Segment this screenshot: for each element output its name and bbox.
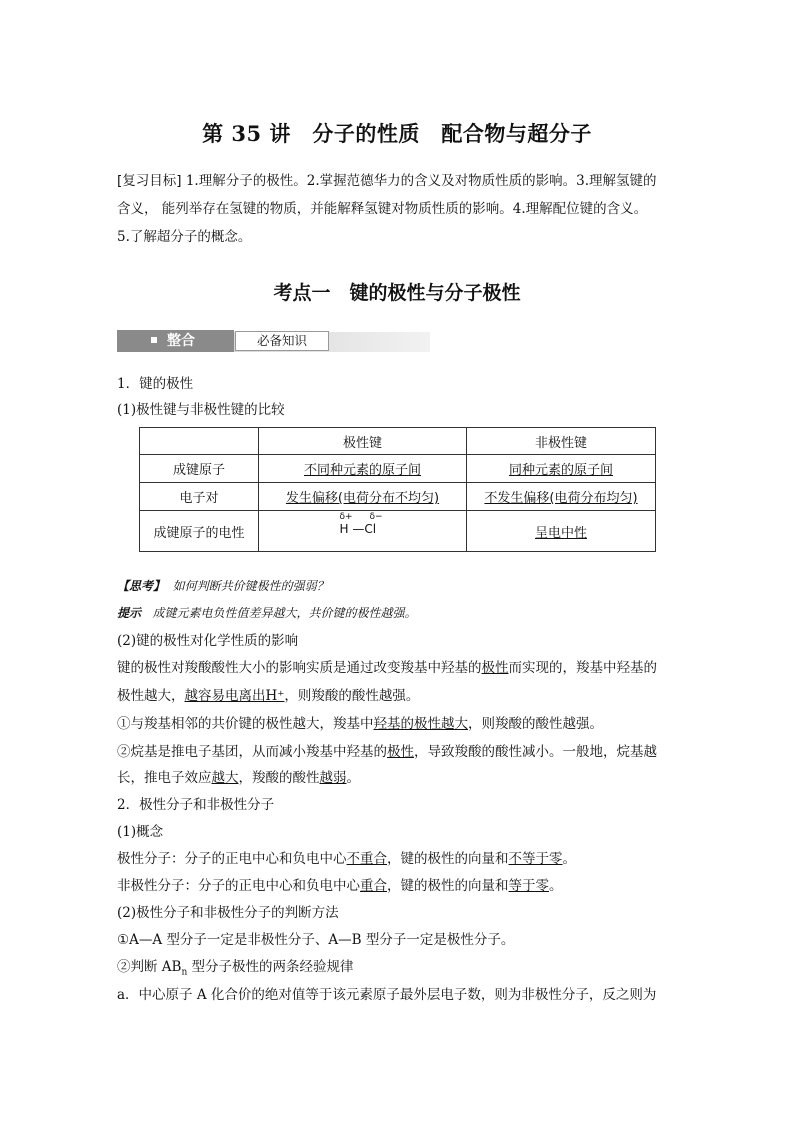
s2-sub2: (2)极性分子和非极性分子的判断方法 (117, 905, 339, 921)
table-row-label: 成键原子的电性 (140, 511, 259, 552)
banner-dark-tab (117, 330, 234, 352)
table-cell: 同种元素的原子间 (467, 455, 656, 483)
table-row (140, 483, 656, 511)
s2-heading: 2．极性分子和非极性分子 (117, 797, 275, 813)
section-banner (117, 330, 430, 354)
review-tag: [复习目标] (117, 173, 182, 189)
table-header-empty (140, 428, 259, 455)
text-run: 型分子极性的两条经验规律 (187, 959, 354, 975)
review-line-3: 5.了解超分子的概念。 (117, 229, 252, 245)
delta-plus: δ+ (339, 512, 353, 522)
s1-para-line-1 (117, 654, 682, 682)
text-underlined: 极性 (387, 744, 414, 760)
hint-text: 成键元素电负性值差异越大，共价键的极性越强。 (152, 606, 417, 620)
text-run: 长，推电子效应 (117, 770, 212, 786)
think-question-text: 如何判断共价键极性的强弱？ (172, 579, 329, 593)
table-row-label: 成键原子 (140, 455, 259, 483)
text-run: ①与羧基相邻的共价键的极性越大，羧基中 (117, 716, 374, 732)
text-underlined: 越弱 (319, 770, 347, 786)
text-underlined: 极性 (481, 660, 509, 676)
text-underlined: 等于零 (508, 878, 549, 894)
hint-tag: 提示 (117, 606, 142, 620)
table-cell: 不同种元素的原子间 (259, 455, 467, 483)
text-run: ，则羧酸的酸性越强。 (468, 716, 603, 732)
s2-sub1: (1)概念 (117, 824, 164, 840)
s2-polar-def (117, 845, 682, 873)
text-run: 而实现的，羧基中羟基的 (508, 660, 657, 676)
table-row (140, 511, 656, 552)
text-underlined: 越大 (211, 770, 239, 786)
text-underlined: 羟基的极性越大 (373, 716, 468, 732)
s1-sub2: (2)键的极性对化学性质的影响 (117, 633, 299, 649)
text-run: ②判断 AB (117, 959, 182, 975)
hcl-formula (339, 512, 386, 542)
table-header-nonpolar: 非极性键 (467, 428, 656, 455)
text-run: ，导致羧酸的酸性减小。一般地，烷基越 (414, 744, 657, 760)
review-line-1 (117, 167, 682, 195)
review-line-2: 含义， 能列举存在氢键的物质，并能解释氢键对物质性质的影响。4.理解配位键的含义。 (117, 201, 648, 217)
section-title: 考点一 键的极性与分子极性 (273, 282, 521, 304)
bond-comparison-table (139, 427, 656, 552)
text-run: 。 (562, 851, 576, 867)
banner-dark-label: 整合 (167, 333, 195, 349)
banner-light-label: 必备知识 (235, 331, 329, 351)
s2-rule-a: a．中心原子 A 化合价的绝对值等于该元素原子最外层电子数，则为非极性分子，反之则为 (117, 987, 657, 1003)
table-row (140, 455, 656, 483)
think-question (117, 572, 682, 600)
text-run: ②烷基是推电子基团，从而减小羧基中羟基的 (117, 744, 387, 760)
table-cell: 发生偏移(电荷分布不均匀) (259, 483, 467, 511)
text-run: ，键的极性的向量和 (387, 878, 509, 894)
s2-method-1: ①A—A 型分子一定是非极性分子、A—B 型分子一定是极性分子。 (117, 932, 515, 948)
s1-point-2-cont (117, 764, 682, 792)
s2-nonpolar-def (117, 872, 682, 900)
text-run: 。 (346, 770, 360, 786)
text-underlined: 不等于零 (508, 851, 563, 867)
text-run: 极性越大， (117, 688, 185, 704)
text-run: ，键的极性的向量和 (387, 851, 509, 867)
text-run: ，羧酸的酸性 (238, 770, 320, 786)
s1-point-1 (117, 710, 682, 738)
s1-heading: 1．键的极性 (117, 376, 194, 392)
s1-point-2 (117, 738, 682, 766)
review-text-1: 1.理解分子的极性。2.掌握范德华力的含义及对物质性质的影响。3.理解氢键的 (185, 173, 657, 189)
table-row (140, 428, 656, 455)
formula-text: H —Cl (339, 522, 377, 536)
text-run: ，则羧酸的酸性越强。 (284, 688, 420, 704)
text-underlined: 重合 (360, 878, 387, 894)
table-header-polar: 极性键 (259, 428, 467, 455)
table-cell: 不发生偏移(电荷分布均匀) (467, 483, 656, 511)
page-title: 第 35 讲 分子的性质 配合物与超分子 (202, 121, 592, 146)
s1-sub1: (1)极性键与非极性键的比较 (117, 402, 285, 418)
text-run: 非极性分子：分子的正电中心和负电中心 (117, 878, 360, 894)
table-row-label: 电子对 (140, 483, 259, 511)
subscript-n: n (181, 967, 188, 978)
s1-para-line-2 (117, 682, 682, 710)
text-run: 键的极性对羧酸酸性大小的影响实质是通过改变羧基中羟基的 (117, 660, 482, 676)
delta-minus: δ− (369, 512, 383, 522)
think-hint (117, 599, 682, 627)
table-cell: 呈电中性 (467, 511, 656, 552)
text-underlined: 越容易电离出H⁺ (184, 688, 285, 704)
square-icon (151, 337, 157, 343)
think-tag: 【思考】 (117, 579, 166, 593)
text-run: 。 (549, 878, 563, 894)
text-underlined: 不重合 (346, 851, 387, 867)
table-cell-formula (259, 511, 467, 552)
text-run: 极性分子：分子的正电中心和负电中心 (117, 851, 347, 867)
